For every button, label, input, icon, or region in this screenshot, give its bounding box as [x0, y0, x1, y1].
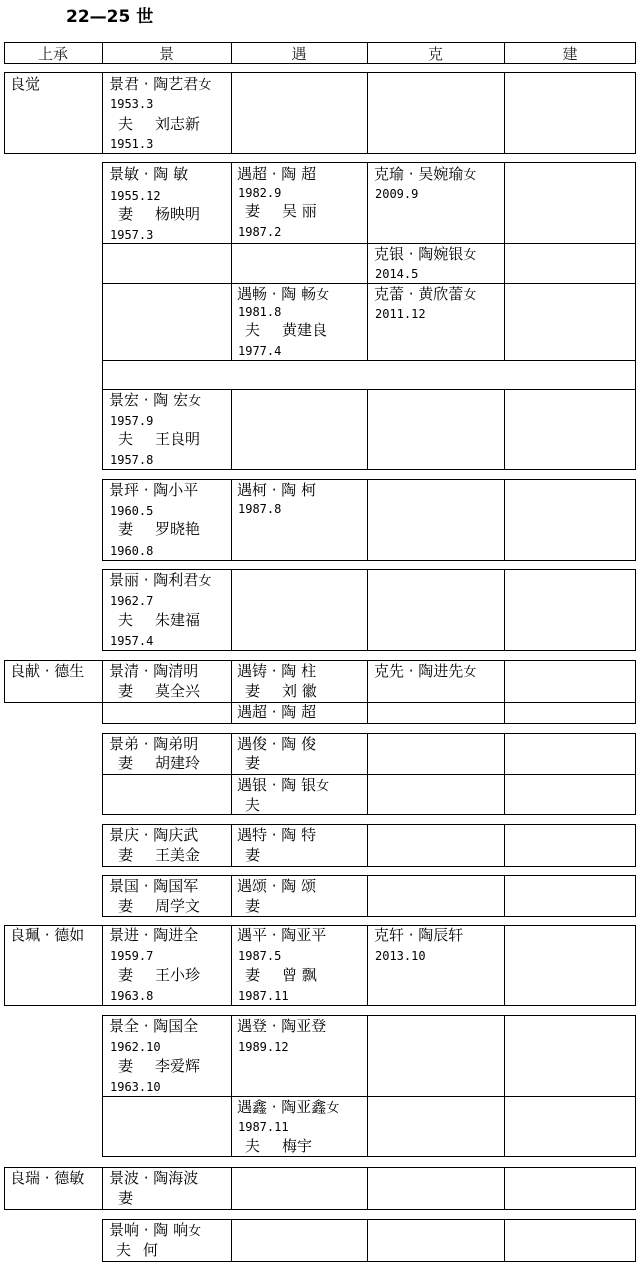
person-name: 景清 · 陶清明	[109, 662, 199, 680]
person-name: 景宏 · 陶 宏女	[109, 391, 202, 409]
spouse: 夫 黄建良	[245, 321, 328, 339]
cell-yu	[231, 1167, 368, 1210]
cell-jian	[504, 243, 636, 284]
birth-date: 1957.9	[110, 414, 154, 428]
spouse: 妻 胡建玲	[118, 754, 201, 772]
spouse: 夫 王良明	[118, 430, 201, 448]
header-ke: 克	[427, 44, 443, 63]
cell-jian	[504, 824, 636, 867]
spouse-birth-date: 1963.8	[110, 989, 154, 1003]
birth-date: 1953.3	[110, 97, 154, 111]
cell-jing	[102, 243, 232, 284]
spouse-birth-date: 1951.3	[110, 137, 154, 151]
birth-date: 1960.5	[110, 504, 154, 518]
cell-ke	[367, 1015, 505, 1097]
cell-jian	[504, 283, 636, 361]
header-jing: 景	[158, 44, 174, 63]
spouse-birth-date: 1977.4	[238, 344, 282, 358]
person-name: 遇平 · 陶亚平	[237, 926, 327, 944]
person-name: 遇超 · 陶 超	[237, 703, 317, 721]
cell-jian	[504, 1096, 636, 1157]
person-name: 景玶 · 陶小平	[109, 481, 199, 499]
upper-name: 良觉	[10, 75, 41, 93]
cell-yu	[231, 72, 368, 154]
spouse-birth-date: 1957.8	[110, 453, 154, 467]
spouse: 夫 刘志新	[118, 115, 201, 133]
spouse: 妻 杨映明	[118, 205, 201, 223]
cell-jian	[504, 774, 636, 815]
person-name: 克先 · 陶进先女	[374, 662, 477, 680]
cell-jing	[102, 702, 232, 724]
person-name: 遇颂 · 陶 颂	[237, 877, 317, 895]
birth-date: 2011.12	[375, 307, 426, 321]
header-jian: 建	[562, 44, 578, 63]
birth-date: 2009.9	[375, 187, 419, 201]
cell-jian	[504, 925, 636, 1006]
upper-name: 良献 · 德生	[10, 662, 85, 680]
spouse: 夫 何	[116, 1241, 159, 1259]
header-shangcheng: 上承	[37, 44, 68, 63]
spouse: 妻	[118, 1189, 134, 1207]
cell-jian	[504, 1219, 636, 1262]
spouse: 妻 王小珍	[118, 966, 201, 984]
spouse-birth-date: 1987.2	[238, 225, 282, 239]
birth-date: 1981.8	[238, 305, 282, 319]
cell-jian	[504, 162, 636, 244]
spouse: 妻 罗晓艳	[118, 520, 201, 538]
spouse: 妻 刘 徽	[245, 682, 317, 700]
cell-yu	[231, 569, 368, 651]
cell-jing	[102, 774, 232, 815]
birth-date: 1955.12	[110, 189, 161, 203]
person-name: 景敏 · 陶 敏	[109, 165, 189, 183]
cell-ke	[367, 479, 505, 561]
spouse-birth-date: 1957.4	[110, 634, 154, 648]
spouse: 妻 王美金	[118, 846, 201, 864]
spouse: 妻 周学文	[118, 897, 201, 915]
birth-date: 1987.5	[238, 949, 282, 963]
birth-date: 1989.12	[238, 1040, 289, 1054]
person-name: 景弟 · 陶弟明	[109, 735, 199, 753]
spouse-birth-date: 1960.8	[110, 544, 154, 558]
cell-empty-row	[102, 360, 636, 390]
person-name: 遇柯 · 陶 柯	[237, 481, 317, 499]
person-name: 景波 · 陶海波	[109, 1169, 199, 1187]
person-name: 景丽 · 陶利君女	[109, 571, 212, 589]
cell-ke	[367, 1096, 505, 1157]
cell-ke	[367, 389, 505, 470]
cell-yu	[231, 389, 368, 470]
cell-jian	[504, 1015, 636, 1097]
spouse: 夫 梅宇	[245, 1137, 313, 1155]
cell-jian	[504, 875, 636, 917]
person-name: 遇铸 · 陶 柱	[237, 662, 317, 680]
spouse: 妻	[245, 897, 261, 915]
upper-name: 良珮 · 德如	[10, 926, 85, 944]
cell-ke	[367, 824, 505, 867]
upper-name: 良瑞 · 德敏	[10, 1169, 85, 1187]
birth-date: 1987.11	[238, 1120, 289, 1134]
cell-jian	[504, 569, 636, 651]
spouse: 妻	[245, 846, 261, 864]
spouse-birth-date: 1957.3	[110, 228, 154, 242]
cell-jian	[504, 389, 636, 470]
cell-jian	[504, 72, 636, 154]
person-name: 遇特 · 陶 特	[237, 826, 317, 844]
spouse-birth-date: 1987.11	[238, 989, 289, 1003]
cell-jian	[504, 702, 636, 724]
cell-yu	[231, 243, 368, 284]
person-name: 遇银 · 陶 银女	[237, 776, 330, 794]
spouse: 妻 吴 丽	[245, 202, 317, 220]
cell-ke	[367, 875, 505, 917]
spouse: 妻 曾 飘	[245, 966, 317, 984]
cell-jian	[504, 479, 636, 561]
birth-date: 2013.10	[375, 949, 426, 963]
person-name: 景君 · 陶艺君女	[109, 75, 212, 93]
spouse: 妻	[245, 754, 261, 772]
person-name: 景响 · 陶 响女	[109, 1221, 202, 1239]
cell-ke	[367, 72, 505, 154]
cell-ke	[367, 1219, 505, 1262]
cell-yu	[231, 1219, 368, 1262]
person-name: 遇超 · 陶 超	[237, 165, 317, 183]
page-title: 22—25 世	[66, 7, 154, 27]
person-name: 克瑜 · 吴婉瑜女	[374, 165, 477, 183]
person-name: 景进 · 陶进全	[109, 926, 199, 944]
birth-date: 2014.5	[375, 267, 419, 281]
person-name: 克轩 · 陶辰轩	[374, 926, 464, 944]
person-name: 景国 · 陶国军	[109, 877, 199, 895]
cell-jing	[102, 283, 232, 361]
header-yu: 遇	[291, 44, 307, 63]
person-name: 景全 · 陶国全	[109, 1017, 199, 1035]
cell-ke	[367, 702, 505, 724]
person-name: 克银 · 陶婉银女	[374, 245, 477, 263]
person-name: 遇鑫 · 陶亚鑫女	[237, 1098, 340, 1116]
birth-date: 1962.7	[110, 594, 154, 608]
birth-date: 1962.10	[110, 1040, 161, 1054]
person-name: 景庆 · 陶庆武	[109, 826, 199, 844]
birth-date: 1982.9	[238, 186, 282, 200]
spouse: 夫 朱建福	[118, 611, 201, 629]
birth-date: 1959.7	[110, 949, 154, 963]
spouse-birth-date: 1963.10	[110, 1080, 161, 1094]
spouse: 妻 莫全兴	[118, 682, 201, 700]
person-name: 遇登 · 陶亚登	[237, 1017, 327, 1035]
cell-ke	[367, 774, 505, 815]
cell-ke	[367, 733, 505, 775]
cell-jian	[504, 733, 636, 775]
spouse: 妻 李爱辉	[118, 1057, 201, 1075]
person-name: 克蕾 · 黄欣蕾女	[374, 285, 477, 303]
spouse: 夫	[245, 796, 261, 814]
cell-jian	[504, 660, 636, 703]
cell-ke	[367, 1167, 505, 1210]
birth-date: 1987.8	[238, 502, 282, 516]
person-name: 遇畅 · 陶 畅女	[237, 285, 330, 303]
cell-ke	[367, 569, 505, 651]
cell-jian	[504, 1167, 636, 1210]
person-name: 遇俊 · 陶 俊	[237, 735, 317, 753]
cell-jing	[102, 1096, 232, 1157]
